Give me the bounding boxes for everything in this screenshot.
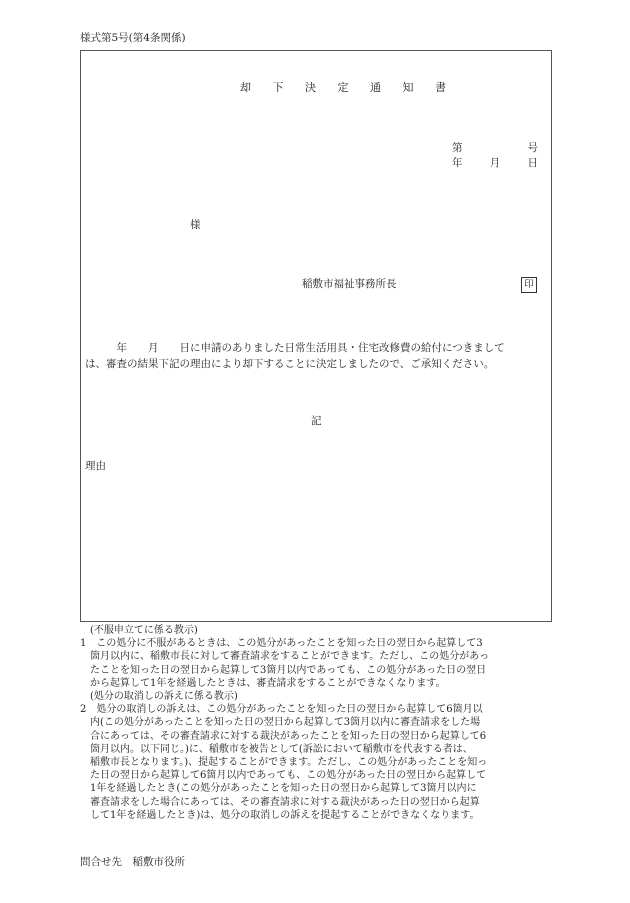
reason-label: 理由 (85, 460, 106, 472)
number-suffix: 号 (527, 142, 538, 154)
notice-item-2-line: して1年を経過したとき)は、処分の取消しの訴えを提起することができなくなります。 (90, 809, 480, 821)
appeal-notice (80, 624, 550, 822)
document-number-line (452, 142, 538, 156)
notice-item-2-line: た日の翌日から起算して6箇月以内であっても、この処分があった日の翌日から起算して (90, 770, 487, 782)
notice-item-1-line: 1 この処分に不服があるときは、この処分があったことを知った日の翌日から起算して3 (80, 638, 483, 650)
body-paragraph (85, 340, 548, 372)
number-prefix: 第 (452, 142, 463, 154)
notice-item-2-line: 箇月以内。以下同じ。)に、稲敷市を被告として(訴訟において稲敷市を代表する者は、 (90, 743, 473, 755)
date-day: 日 (527, 157, 538, 169)
notice-item-2-line: 2 処分の取消しの訴えは、この処分があったことを知った日の翌日から起算して6箇月以 (80, 704, 483, 716)
date-line (452, 157, 538, 171)
form-frame (80, 50, 552, 622)
body-line: は、審査の結果下記の理由により却下することに決定しましたので、ご承知ください。 (85, 358, 495, 370)
notice-item-2-line: 稲敷市長となります。)、提起することができます。ただし、この処分があったことを知っ (90, 757, 488, 769)
notice-item-1-line: 箇月以内に、稲敷市長に対して審査請求をすることができます。ただし、この処分があっ (90, 651, 490, 663)
notice-item-1-line: たことを知った日の翌日から起算して3箇月以内であっても、この処分があった日の翌日 (90, 664, 487, 676)
recipient-suffix: 様 (190, 219, 201, 231)
notice-item-2-line: 1年を経過したとき(この処分があったことを知った日の翌日から起算して3箇月以内に (90, 783, 477, 795)
notice-heading-2: (処分の取消しの訴えに係る教示) (90, 691, 238, 703)
date-year: 年 (452, 157, 463, 169)
ki-label: 記 (311, 415, 322, 427)
document-title: 却 下 決 定 通 知 書 (240, 81, 455, 94)
date-month: 月 (489, 157, 501, 169)
seal-mark: 印 (521, 277, 537, 293)
notice-item-2-line: 合にあっては、その審査請求に対する裁決があったことを知った日の翌日から起算して6 (90, 730, 487, 742)
notice-item-1-line: から起算して1年を経過したときは、審査請求をすることができなくなります。 (90, 677, 446, 689)
notice-item-2-line: 審査請求をした場合にあっては、その審査請求に対する裁決があった日の翌日から起算 (90, 796, 480, 808)
issuer-name: 稲敷市福祉事務所長 (302, 278, 397, 290)
contact-info: 問合せ先 稲敷市役所 (80, 856, 185, 868)
notice-item-2-line: 内(この処分があったことを知った日の翌日から起算して3箇月以内に審査請求をした場 (90, 717, 481, 729)
notice-heading-1: (不服申立てに係る教示) (90, 625, 198, 636)
form-number: 様式第5号(第4条関係) (80, 32, 186, 44)
body-line: 年 月 日に申請のありました日常生活用具・住宅改修費の給付につきまして (85, 342, 505, 354)
